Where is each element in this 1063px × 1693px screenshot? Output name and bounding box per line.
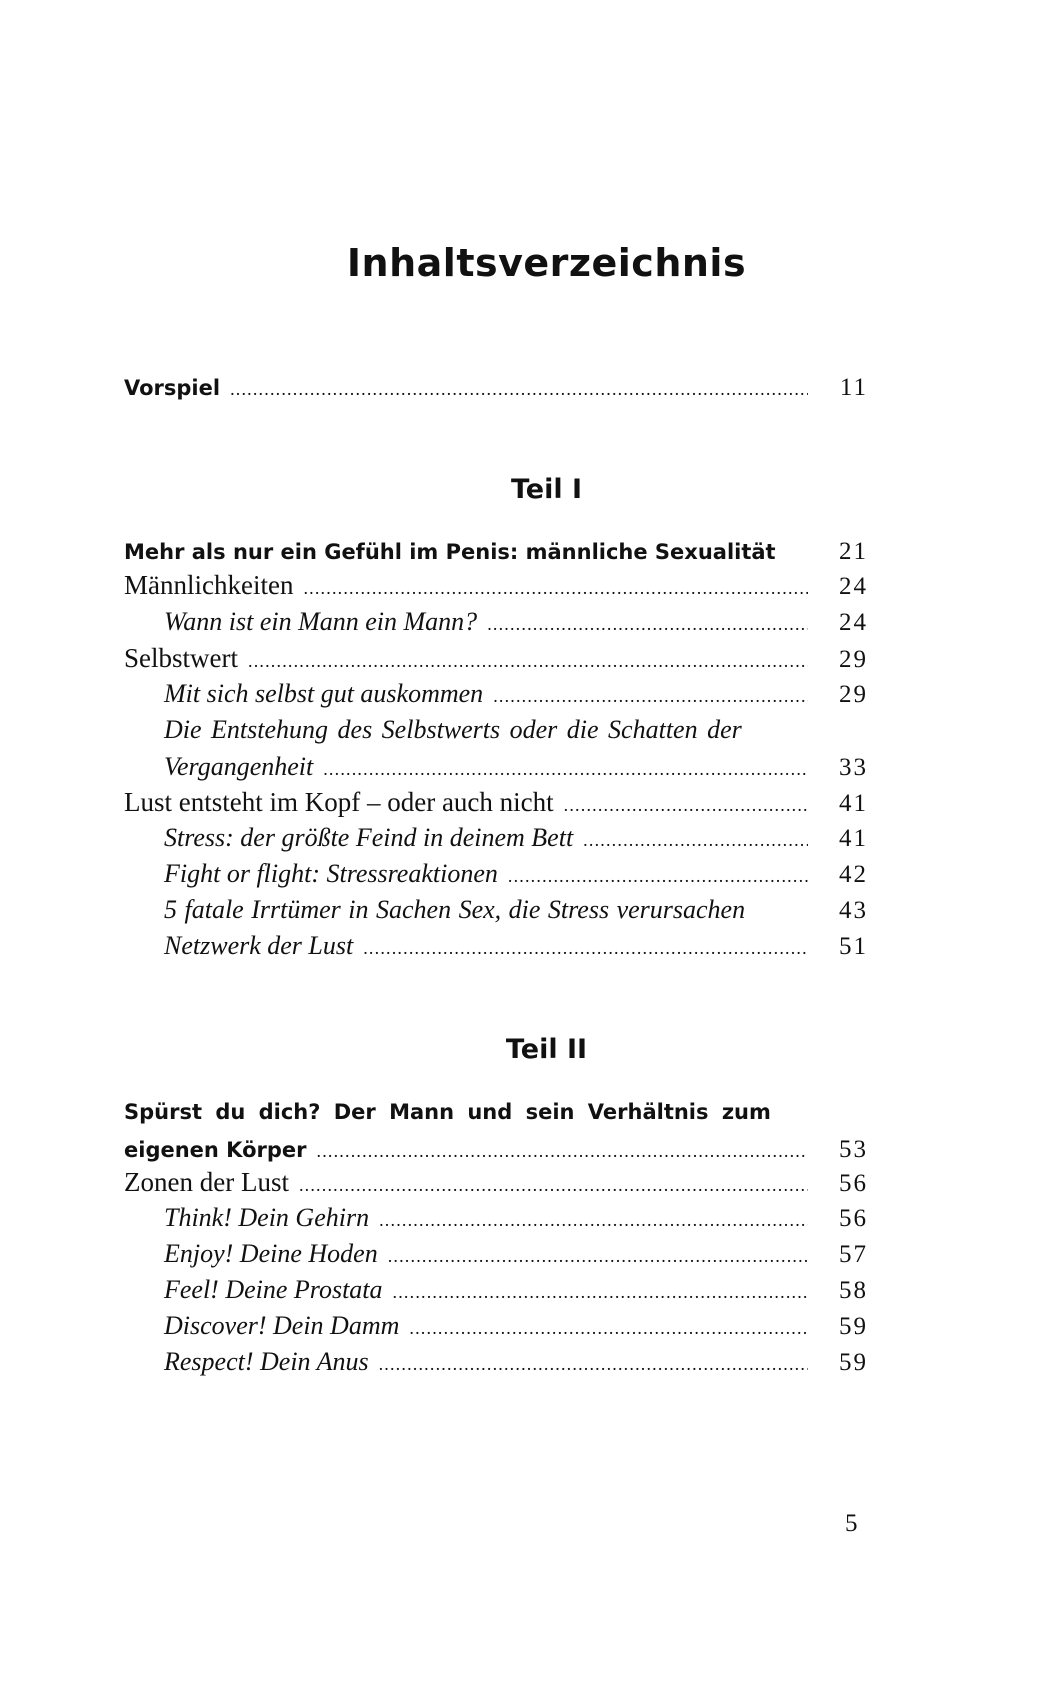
dot-leader [409,1318,808,1339]
dot-leader [379,1354,808,1375]
toc-page-number: 56 [839,1170,868,1197]
dot-leader [303,578,808,599]
dot-leader [493,686,808,707]
toc-entry[interactable] [164,823,868,853]
toc-entry[interactable] [164,1347,868,1377]
toc-page-number: 11 [839,374,868,401]
toc-page-number: 56 [839,1205,868,1232]
toc-entry-label: Fight or flight: Stressreaktionen [164,859,498,888]
toc-entry[interactable] [164,859,868,889]
toc-entry-label: Vorspiel [124,376,221,400]
page-title: Inhaltsverzeichnis [346,241,747,285]
toc-entry-label: Lust entsteht im Kopf – oder auch nicht [124,787,554,817]
dot-leader [230,379,808,400]
page-number: 5 [845,1510,858,1537]
toc-entry-label: Stress: der größte Feind in deinem Bett [164,823,574,852]
toc-entry-label: Feel! Deine Prostata [164,1275,383,1304]
dot-leader [508,866,808,887]
toc-entry[interactable] [124,1167,868,1198]
toc-chapter[interactable] [124,538,868,566]
dot-leader [317,1141,809,1162]
toc-page-number: 51 [839,933,868,960]
dot-leader [487,614,808,635]
toc-entry[interactable] [164,607,868,637]
toc-entry-label: eigenen Körper [124,1138,307,1162]
toc-page-number: 41 [839,825,868,852]
toc-entry-label: Zonen der Lust [124,1167,289,1197]
toc-page-number: 33 [839,754,868,781]
dot-leader [393,1282,808,1303]
dot-leader [299,1175,808,1196]
dot-leader [248,651,808,672]
toc-entry[interactable] [164,752,868,782]
toc-entry[interactable] [164,1239,868,1269]
part-heading-teil-2: Teil II [505,1034,588,1065]
toc-page-number: 41 [839,790,868,817]
toc-entry-label: Mehr als nur ein Gefühl im Penis: männliche Sexualität [124,540,776,564]
toc-page-number: 43 [839,897,868,924]
part-heading-teil-1: Teil I [510,474,583,505]
toc-entry-label: Mit sich selbst gut auskommen [164,679,484,708]
toc-entry[interactable] [164,1203,868,1233]
toc-entry-label: Selbstwert [124,643,238,673]
toc-chapter[interactable] [124,1136,868,1164]
toc-entry-label: 5 fatale Irrtümer in Sachen Sex, die Stress verursachen [164,895,746,924]
dot-leader [583,830,808,851]
toc-page-number: 59 [839,1313,868,1340]
dot-leader [379,1210,808,1231]
toc-entry-label-line1[interactable]: Die Entstehung des Selbstwerts oder die Schatten der [164,715,742,744]
toc-entry-label: Discover! Dein Damm [164,1311,400,1340]
dot-leader [564,795,808,816]
toc-chapter-label-line1[interactable]: Spürst du dich? Der Mann und sein Verhältnis zum [124,1100,771,1124]
toc-page-number: 29 [839,646,868,673]
toc-entry[interactable] [124,643,868,674]
toc-entry-label: Wann ist ein Mann ein Mann? [164,607,478,636]
dot-leader [323,759,808,780]
toc-entry-label: Vergangenheit [164,752,314,781]
toc-entry[interactable] [164,1275,868,1305]
toc-entry-vorspiel[interactable] [124,374,868,402]
toc-page-number: 58 [839,1277,868,1304]
toc-page-number: 29 [839,681,868,708]
toc-page-number: 21 [839,538,868,565]
toc-entry-label: Think! Dein Gehirn [164,1203,370,1232]
dot-leader [388,1246,808,1267]
toc-page-number: 24 [839,609,868,636]
toc-entry[interactable] [124,570,868,601]
toc-page-number: 57 [839,1241,868,1268]
toc-page-number: 42 [839,861,868,888]
toc-entry[interactable] [164,1311,868,1341]
toc-page-number: 24 [839,573,868,600]
toc-entry-label: Respect! Dein Anus [164,1347,369,1376]
toc-entry-label: Enjoy! Deine Hoden [164,1239,378,1268]
toc-entry[interactable] [164,931,868,961]
toc-entry-label: Männlichkeiten [124,570,294,600]
toc-page-number: 59 [839,1349,868,1376]
toc-entry-label: Netzwerk der Lust [164,931,354,960]
toc-entry[interactable] [164,895,868,925]
dot-leader [363,938,808,959]
toc-entry[interactable] [164,679,868,709]
toc-entry[interactable] [124,787,868,818]
toc-page-number: 53 [839,1136,868,1163]
